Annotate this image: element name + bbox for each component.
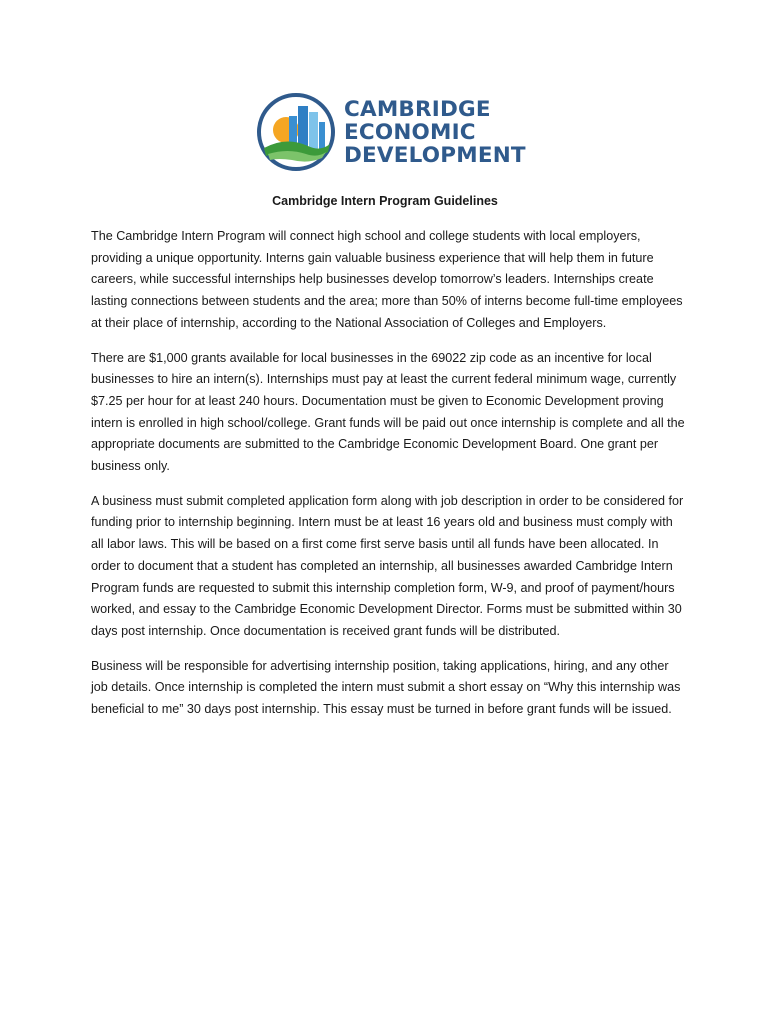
logo-line-2: ECONOMIC [344,120,476,145]
paragraph-4: Business will be responsible for advertising internship position, taking applications, hiring, and any other job details. Once internship is completed the intern must submit a short essay on “Why this internship was beneficial to me” 30 days post internship. This essay must be turned in before grant funds will be issued. [91,658,681,717]
city-sun-logo-icon [256,92,336,172]
document-body [91,226,685,734]
paragraph-3: A business must submit completed application form along with job description in order to be considered for funding prior to internship beginning. Intern must be at least 16 years old and business must comply with all labor laws. This will be based on a first come first serve basis until all funds have been allocated. In order to document that a student has completed an internship, all businesses awarded Cambridge Intern Program funds are requested to submit this internship completion form, W-9, and proof of payment/hours worked, and essay to the Cambridge Economic Development Director. Forms must be submitted within 30 days post internship. Once documentation is received grant funds will be distributed. [91,493,684,638]
cambridge-economic-development-logo [256,92,526,172]
paragraph-1: The Cambridge Intern Program will connect high school and college students with local employers, providing a unique opportunity. Interns gain valuable business experience that will help them in future careers, while successful internships help businesses develop tomorrow’s leaders. Internships create lasting connections between students and the area; more than 50% of interns become full-time employees at their place of internship, according to the National Association of Colleges and Employers. [91,229,683,330]
logo-line-1: CAMBRIDGE [344,97,491,122]
logo-line-3: DEVELOPMENT [344,143,526,168]
paragraph-2: There are $1,000 grants available for local businesses in the 69022 zip code as an incentive for local businesses to hire an intern(s). Internships must pay at least the current federal minimum wage, currently $7.25 per hour for at least 240 hours. Documentation must be given to Economic Development proving intern is enrolled in high school/college. Grant funds will be paid out once internship is complete and all the appropriate documents are submitted to the Cambridge Economic Development Board. One grant per business only. [91,350,685,474]
logo-wordmark [344,98,526,167]
document-title: Cambridge Intern Program Guidelines [272,194,498,208]
